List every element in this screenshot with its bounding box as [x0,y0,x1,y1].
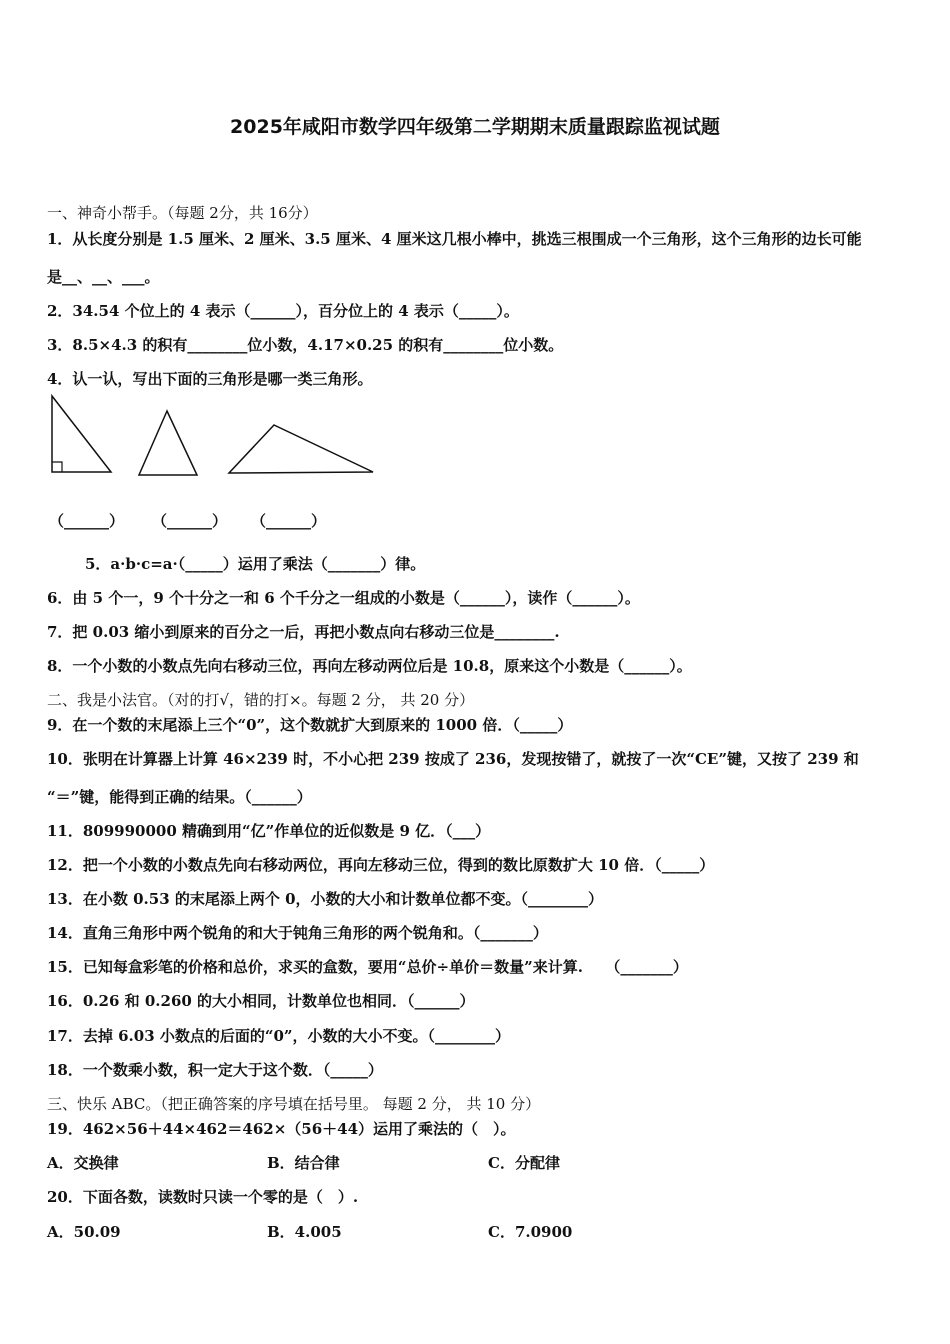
question-19: 19．462×56＋44×462＝462×（56＋44）运用了乘法的（ ）。 [47,1120,516,1138]
question-11: 11．809990000 精确到用“亿”作单位的近似数是 9 亿．（___） [47,822,491,840]
triangle-2-blank: （______） [152,512,228,530]
right-angle-mark [52,462,62,472]
question-9: 9．在一个数的末尾添上三个“0”，这个数就扩大到原来的 1000 倍．（_____） [47,716,573,734]
right-triangle [52,396,111,472]
q20-option-a: A．50.09 [47,1223,121,1241]
question-15: 15．已知每盒彩笔的价格和总价，求买的盒数，要用“总价÷单价＝数量”来计算. （_______） [47,958,688,976]
question-6: 6．由 5 个一，9 个十分之一和 6 个千分之一组成的小数是（______），读作（______）。 [47,589,640,607]
question-1-line-1: 1．从长度分别是 1.5 厘米、2 厘米、3.5 厘米、4 厘米这几根小棒中，挑选三根围成一个三角形，这个三角形的边长可能 [47,230,862,248]
q19-option-b: B．结合律 [267,1154,340,1172]
question-2: 2．34.54 个位上的 4 表示（______），百分位上的 4 表示（_____）。 [47,302,519,320]
page-title: 2025年咸阳市数学四年级第二学期期末质量跟踪监视试题 [230,116,720,138]
question-8: 8．一个小数的小数点先向右移动三位，再向左移动两位后是 10.8，原来这个小数是（______）。 [47,657,692,675]
question-14: 14．直角三角形中两个锐角的和大于钝角三角形的两个锐角和。（_______） [47,924,548,942]
question-13: 13．在小数 0.53 的末尾添上两个 0，小数的大小和计数单位都不变。（________） [47,890,604,908]
question-18: 18．一个数乘小数，积一定大于这个数．（_____） [47,1061,383,1079]
triangles-figure [40,392,385,482]
obtuse-triangle [229,425,373,473]
question-12: 12．把一个小数的小数点先向右移动两位，再向左移动三位，得到的数比原数扩大 10 倍．（_____） [47,856,715,874]
question-7: 7．把 0.03 缩小到原来的百分之一后，再把小数点向右移动三位是________. [47,623,560,641]
question-17: 17．去掉 6.03 小数点的后面的“0”，小数的大小不变。（________） [47,1027,511,1045]
question-1-line-2: 是__、__、___。 [47,268,160,286]
acute-triangle [139,411,197,475]
q19-option-c: C．分配律 [488,1154,560,1172]
triangle-3-blank: （______） [251,512,327,530]
q20-option-c: C．7.0900 [488,1223,573,1241]
question-5: 5．a·b·c=a·（_____）运用了乘法（_______）律。 [85,555,426,573]
question-3: 3．8.5×4.3 的积有________位小数，4.17×0.25 的积有________位小数。 [47,336,564,354]
section-2-heading: 二、我是小法官。（对的打√，错的打×。每题 2 分， 共 20 分） [47,691,475,709]
q19-option-a: A．交换律 [47,1154,119,1172]
question-10-line-2: “＝”键，能得到正确的结果。（______） [47,788,312,806]
question-4: 4．认一认，写出下面的三角形是哪一类三角形。 [47,370,373,388]
section-1-heading: 一、神奇小帮手。（每题 2分，共 16分） [47,204,318,222]
triangle-1-blank: （______） [49,512,125,530]
question-10-line-1: 10．张明在计算器上计算 46×239 时，不小心把 239 按成了 236，发现按错了，就按了一次“CE”键，又按了 239 和 [47,750,859,768]
question-16: 16．0.26 和 0.260 的大小相同，计数单位也相同．（______） [47,992,475,1010]
question-20: 20．下面各数，读数时只读一个零的是（ ）. [47,1188,359,1206]
section-3-heading: 三、快乐 ABC。（把正确答案的序号填在括号里。 每题 2 分， 共 10 分） [47,1095,541,1113]
q20-option-b: B．4.005 [267,1223,342,1241]
